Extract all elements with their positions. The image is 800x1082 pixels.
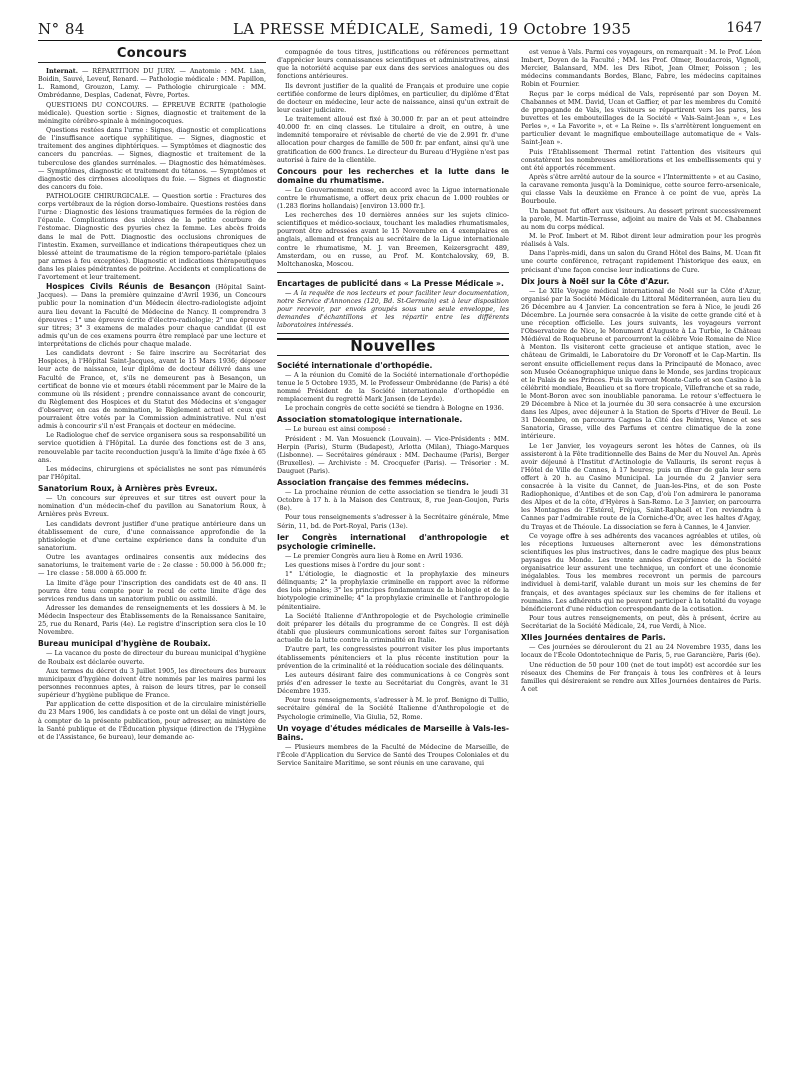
noel-avantages: Ce voyage offre à ses adhérents des vacances agréables et utiles, où les réceptions luxueuses alterneront avec les démonstrations scientifiques les plus instructives, dans le cadre magique des plus beaux paysages du Monde. Les trente années d'expérience de la Société organisatrice leur assurent une technique, un confort et une économie inégalables. Tous les membres recevront un permis de parcours individuel à demi-tarif, valable durant un mois sur les chemins de fer français, et des avantages spéciaux sur les chemins de fer italiens et roumains. Les adhérents qui ne peuvent participer à la totalité du voyage bénéficieront d'une réduction correspondante de la cotisation. (521, 531, 761, 613)
anthropologie-heading: Ier Congrès international d'anthropologie et psychologie criminelle. (277, 532, 509, 551)
femmes-medecins-heading: Association française des femmes médecins. (277, 477, 469, 487)
sanatorium-candidats: Les candidats devront justifier d'une pratique antérieure dans un établissement de cure, d'une connaissance approfondie de la phtisiologie et d'une certaine expérience dans la conduite d'un sanatorium. (38, 519, 266, 552)
rhumatisme-recherches: Les recherches des 10 dernières années sur les sujets clinico-scientifiques et médico-sociaux, touchant les maladies rhumatismales, pourront être adressées avant le 15 Novembre en 4 exemplaires en anglais, allemand et français au secrétaire de la Ligue internationale contre le rhumatisme, M. J. van Breemen, Keizersgracht 489, Amsterdam, ou en russe, au Prof. M. Kontchalovsky, 69, B. Moltchanoska, Moscou. (277, 211, 509, 268)
anthropologie-liste: 1° L'étiologie, le diagnostic et la prophylaxie des mineurs délinquants; 2° la prophylaxie criminelle en rapport avec la réforme des lois pénales; 3° les principes fondamentaux de la biologie et de la biotypologie criminelle; 4° la prophylaxie criminelle et l'anthropologie pénitentiaire. (277, 570, 509, 611)
encartages-text: — A la requête de nos lecteurs et pour faciliter leur documentation, notre Service d'Annonces (120, Bd. St-Germain) est à leur disposition pour recevoir, par envois groupés sous une seule enveloppe, les demandes d'échantillons et les répartir entre les différents laboratoires intéressés. (277, 288, 509, 330)
encartages-heading: Encartages de publicité dans « La Presse Médicale ». (277, 278, 504, 288)
besancon-remuneration: Les médecins, chirurgiens et spécialistes ne sont pas rémunérés par l'Hôpital. (38, 464, 266, 481)
sanatorium-intro: — Un concours sur épreuves et sur titres est ouvert pour la nomination d'un médecin-chef du pavillon au Sanatorium Roux, à Arnières près Evreux. (38, 494, 266, 519)
roubaix-justifier: Ils devront justifier de la qualité de Français et produire une copie certifiée conforme de leurs diplômes, en particulier, du diplôme d'État de docteur en médecine, leur acte de naissance, ainsi qu'un extrait de leur casier judiciaire. (277, 81, 509, 114)
noel-heading: Dix jours à Noël sur la Côte d'Azur. (521, 276, 670, 286)
roubaix-decret: Aux termes du décret du 3 Juillet 1905, les directeurs des bureaux municipaux d'hygiène doivent être nommés par les maires parmi les personnes reconnues aptes, à raison de leurs titres, par le conseil supérieur d'hygiène publique de France. (38, 666, 266, 700)
internat-chirurgie: PATHOLOGIE CHIRURGICALE. — Question sortie : Fractures des corps vertébraux de la région dorso-lombaire. Questions restées dans l'urne : Diagnostic des lésions traumatiques fermées de la région de l'épaule. Complications des ulcères de la petite courbure de l'estomac. Diagnostic des pyuries chez la femme. Les abcès froids dans le mal de Pott. Diagnostic des occlusions chroniques de l'intestin. Examen, surveillance et indications thérapeutiques chez un blessé atteint de traumatisme de la région temporo-pariétale (plaies par armes à feu exceptées). Diagnostic et indications thérapeutiques dans les plaies pénétrantes de poitrine. Accidents et complications de l'avortement et leur traitement. (38, 192, 266, 281)
vals-caravane: Après s'être arrêté autour de la source « l'Intermittente » et au Casino, la caravane remonta jusqu'à la Dominique, cette source ferro-arsenicale, qui classe Vals la deuxième en France à ce point de vue, après La Bourboule. (521, 172, 761, 206)
sanatorium-adresse: Adresser les demandes de renseignements et les dossiers à M. le Médecin Inspecteur des Établissements de la Renaissance Sanitaire, 25, rue du Renard, Paris (4e). Le registre d'inscription sera clos le 10 Novembre. (38, 604, 266, 637)
issue-number: N° 84 (38, 20, 85, 38)
section-rule (38, 62, 266, 63)
rhumatisme-heading: Concours pour les recherches et la lutte dans le domaine du rhumatisme. (277, 166, 509, 185)
noel-contact: Pour tous autres renseignements, on peut, dès à présent, écrire au Secrétariat de la Société Médicale, 24, rue Verdi, à Nice. (521, 613, 761, 631)
sanatorium-heading: Sanatorium Roux, à Arnières près Evreux. (38, 484, 218, 494)
besancon-radiologue: Le Radiologue chef de service organisera sous sa responsabilité un service quotidien à l'Hôpital. La durée des fonctions est de 3 ans, renouvelable par tacite reconduction jusqu'à la limite d'âge fixée à 65 ans. (38, 431, 266, 464)
roubaix-continued: compagnée de tous titres, justifications ou références permettant d'apprécier leurs connaissances scientifiques et administratives, ainsi que la notoriété acquise par eux dans des services analogues ou des fonctions antérieures. (277, 48, 509, 81)
dentaires-dates: — Ces journées se dérouleront du 21 au 24 Novembre 1935, dans les locaux de l'École Odontotechnique de Paris, 5, rue Garancière, Paris (6e). (521, 643, 761, 660)
orthopedie-reunion: — A la réunion du Comité de la Société internationale d'orthopédie tenue le 5 Octobre 1935, M. le Professeur Ombrédanne (de Paris) a été nommé Président de la Société internationale d'orthopédie en remplacement du regretté Mark Jansen (de Leyde). (277, 370, 509, 403)
column-2 (277, 48, 509, 768)
page-header (38, 14, 762, 41)
anthropologie-communications: Les auteurs désirant faire des communications à ce Congrès sont priés d'en adresser le texte au Secrétariat du Congrès, avant le 31 Décembre 1935. (277, 670, 509, 696)
column-3 (521, 48, 761, 694)
vals-intro: — Plusieurs membres de la Faculté de Médecine de Marseille, de l'École d'Application du Service de Santé des Troupes Coloniales et du Service Sanitaire Maritime, se sont réunis en une caravane, qui (277, 742, 509, 767)
vals-banquet: Un banquet fut offert aux visiteurs. Au dessert prirent successivement la parole, M. Martin-Terrasse, adjoint au maire de Vals et M. Chabannes au nom du corps médical. (521, 206, 761, 231)
internat-heading: Internat. (46, 67, 78, 76)
noel-cannes: Le 1er Janvier, les voyageurs seront les hôtes de Cannes, où ils assisteront à la Fête traditionnelle des Bains de Mer du Nouvel An. Après avoir déjeuné à l'Institut d'Actinologie de Vallauris, ils seront reçus à l'Hôtel de Ville de Cannes, à 17 heures; puis un dîner de gala leur sera offert à 20 h. au Casino Municipal. La journée du 2 Janvier sera consacrée à la visite du Cannet, de Juan-les-Pins, et de son Poste Radiophonique, d'Antibes et de son Cap, d'où l'on admirera le panorama des Alpes et de la côte, d'Hyères à San-Remo. Le 3 Janvier, on parcourra les Montagnes de l'Estérel, Fréjus, Saint-Raphaël et l'on reviendra à Cannes par l'admirable route de la Corniche-d'Or, avec les haltes d'Agay, du Trayas et de Théoule. La dissociation se fera à Cannes, le 4 Janvier. (521, 441, 761, 531)
journal-title: LA PRESSE MÉDICALE, Samedi, 19 Octobre 1935 (233, 20, 632, 38)
sanatorium-limite: La limite d'âge pour l'inscription des candidats est de 40 ans. Il pourra être tenu compte pour le recul de cette limite d'âge des services rendus dans un sanatorium public ou assimilé. (38, 578, 266, 603)
column-1 (38, 48, 266, 742)
dentaires-reduction: Une réduction de 50 pour 100 (net de tout impôt) est accordée sur les réseaux des Chemins de Fer français à tous les confrères et à leurs familles qui désireraient se rendre aux XIIes Journées dentaires de Paris. A cet (521, 660, 761, 693)
anthropologie-date: — Le premier Congrès aura lieu à Rome en Avril 1936. (285, 551, 464, 560)
roubaix-application: Par application de cette disposition et de la circulaire ministérielle du 23 Mars 1906, les candidats à ce poste ont un délai de vingt jours, à compter de la présente publication, pour adresser, au ministère de la Santé publique et de l'Éducation physique (direction de l'Hygiène et de l'Assistance, 6e bureau), leur demande ac- (38, 700, 266, 741)
femmes-medecins-contact: Pour tous renseignements s'adresser à la Secrétaire générale, Mme Sérin, 11, bd. de Port-Royal, Paris (13e). (277, 513, 509, 530)
page-number: 1647 (726, 20, 762, 36)
besancon-candidats: Les candidats devront : Se faire inscrire au Secrétariat des Hospices, à l'Hôpital Saint-Jacques, avant le 15 Mars 1936; déposer leur acte de naissance, leur diplôme de docteur délivré dans une Faculté de France, et, s'ils ne demeurent pas à Besançon, un certificat de bonne vie et mœurs établi récemment par le Maire de la commune où ils résident ; prendre connaissance avant de concourir, du Règlement des Hospices et du Statut des Médecins et s'engager d'observer, en cas de nomination, le Règlement actuel et ceux qui pourraient être votés par la Commission administrative. Nul n'est admis à concourir s'il n'est Français et docteur en médecine. (38, 349, 266, 431)
besancon-heading: Hospices Civils Réunis de Besançon (46, 282, 211, 292)
femmes-medecins-reunion: — La prochaine réunion de cette association se tiendra le jeudi 31 Octobre à 17 h. à la Maison des Centraux, 8, rue Jean-Goujon, Paris (8e). (277, 487, 509, 513)
dentaires-heading: XIIes Journées dentaires de Paris. (521, 633, 666, 643)
roubaix-traitement: Le traitement alloué est fixé à 30.000 fr. par an et peut atteindre 40.000 fr. en cinq classes. Le titulaire a droit, en outre, à une indemnité temporaire et révisable de cherté de vie de 2.991 fr. d'une allocation pour charges de famille de 500 fr. par enfant, ainsi qu'à une gratification de 600 francs. Le directeur du Bureau d'Hygiène n'est pas autorisé à faire de la clientèle. (277, 115, 509, 164)
besancon-intro: (Hôpital Saint-Jacques). — Dans la première quinzaine d'Avril 1936, un Concours public pour la nomination d'un Médecin électro-radiologiste adjoint aura lieu devant la Faculté de Médecine de Nancy. Il comprendra 3 épreuves : 1° une épreuve écrite d'électro-radiologie; 2° une épreuve sur titres; 3° 3 examens de malades pour chaque candidat (il est admis qu'un de ces examens pourra être remplacé par une lecture et interprétations de clichés pour chaque malade. (38, 283, 266, 348)
rhumatisme-prix: — Le Gouvernement russe, en accord avec la Ligue internationale contre le rhumatisme, a offert deux prix chacun de 1.000 roubles or (1.283 florins hollandais) [environ 13.000 fr.]. (277, 185, 509, 210)
section-title-nouvelles: Nouvelles (350, 337, 436, 356)
section-title-concours: Concours (116, 46, 188, 61)
internat-text: — RÉPARTITION DU JURY. — Anatomie : MM. Lian, Boidin, Sauvé, Leveuf, Renard. — Pathologie médicale : MM. Papillon, L. Ramond, Grouzon, Lamy. — Pathologie chirurgicale : MM. Ombrédanne, Desplas, Cadenat, Fèvre, Portes. (38, 67, 266, 100)
sanatorium-traitement: Outre les avantages ordinaires consentis aux médecins des sanatoriums, le traitement varie de : 2e classe : 50.000 à 56.000 fr.; — 1re classe : 58.000 à 65.000 fr. (38, 553, 266, 578)
anthropologie-contact: Pour tous renseignements, s'adresser à M. le prof. Benigno di Tullio, secrétaire général de la Société Italienne d'Anthropologie et de Psychologie criminelle, Via Giulia, 52, Rome. (277, 696, 509, 721)
vals-reception: Reçus par le corps médical de Vals, représenté par son Doyen M. Chabannes et MM. David, Ucan et Gaffier, et par les membres du Comité de propagande de Vals, les visiteurs se répartirent vers les parcs, les buvettes et les embouteillages de la Société « Vals-Saint-Jean », « Les Perles », « La Favorite », et « La Reine ». Ils s'arrêtèrent longuement en particulier devant le magnifique embouteillage automatique de « Vals-Saint-Jean ». (521, 89, 761, 147)
vals-continued: est venue à Vals. Parmi ces voyageurs, on remarquait : M. le Prof. Léon Imbert, Doyen de la Faculté ; MM. les Prof. Olmer, Boudacrois, Vignoli, Mercier, Balansard, MM. les Drs Ribot, Jean Olmer, Poisson ; les médecins commandants Bordes, Blanc, Fabre, les médecins capitaines Robin et Fournier. (521, 48, 761, 89)
roubaix-intro: — La vacance du poste de directeur du bureau municipal d'hygiène de Roubaix est déclarée ouverte. (38, 649, 266, 666)
article-besancon (38, 282, 266, 348)
roubaix-heading: Bureau municipal d'hygiène de Roubaix. (38, 639, 211, 649)
vals-conference: Dans l'après-midi, dans un salon du Grand Hôtel des Bains, M. Ucan fit une courte conférence, retraçant rapidement l'historique des eaux, en précisant d'une façon concise leur indications de Cure. (521, 249, 761, 274)
anthropologie-questions: Les questions mises à l'ordre du jour sont : (285, 560, 425, 569)
anthropologie-programme: La Société Italienne d'Anthropologie et de Psychologie criminelle doit préparer les détails du programme de ce Congrès. Il est déjà établi que plusieurs communications seront faites sur l'organisation actuelle de la lutte contre la criminalité en Italie. (277, 611, 509, 645)
vals-admiration: M. le Prof. Imbert et M. Ribot dirent leur admiration pour les progrès réalisés à Vals. (521, 232, 761, 249)
vals-etablissement: Puis l'Établissement Thermal retint l'attention des visiteurs qui constatèrent les nombreuses améliorations et les embellissements qui y ont été apportés récemment. (521, 147, 761, 172)
orthopedie-heading: Société internationale d'orthopédie. (277, 360, 433, 370)
internat-remaining: Questions restées dans l'urne : Signes, diagnostic et complications de l'insuffisance aortique syphilitique. — Signes, diagnostic et traitement des angines diphtériques. — Symptômes et diagnostic des cancers du pancréas. — Signes, diagnostic et traitement de la tuberculose des glandes surrénales. — Diagnostic des hématémèses. — Symptômes, diagnostic et traitement du tétanos. — Symptômes et diagnostic des cirrhoses alcooliques du foie. — Signes et diagnostic des cancers du foie. (38, 126, 266, 191)
anthropologie-visites: D'autre part, les congressistes pourront visiter les plus importants établissements pénitenciers et la plus récente institution pour la prévention de la criminalité et la rééducation sociale des délinquants. (277, 645, 509, 670)
article-internat (38, 67, 266, 99)
encartages-box (277, 272, 509, 335)
stomatologique-membres: Président : M. Van Mosuenck (Louvain). — Vice-Présidents : MM. Herpin (Paris), Sturm (Budapest), Arlotta (Milan), Thiago-Marques (Lisbonne). — Secrétaires généraux : MM. Dechaume (Paris), Berger (Bruxelles). — Archiviste : M. Crocquefer (Paris). — Trésorier : M. Dauguet (Paris). (277, 434, 509, 475)
noel-programme: — Le XIIe Voyage médical international de Noël sur la Côte d'Azur, organisé par la Société Médicale du Littoral Méditerranéen, aura lieu du 26 Décembre au 4 Janvier. La concentration se fera à Nice, le jeudi 26 Décembre. La journée sera consacrée à la visite de cette grande cité et à une réception officielle. Les jours suivants, les voyageurs verront l'Observatoire de Nice, le Monument d'Auguste à La Turbie, le Château Médiéval de Roquebrune et parcourront la célèbre Voie Romaine de Nice à Menton. Ils visiteront cette gracieuse et antique station, avec le château de Grimaldi, le Laboratoire du Dr Voronoff et le Cap-Martin. Ils seront ensuite officiellement reçus dans la Principauté de Monaco, avec son Musée Océanographique unique dans le Monde, ses jardins tropicaux et le Palais de ses Princes. Puis ils verront Monte-Carlo et son Casino à la célébrité mondiale, Beaulieu et sa flore tropicale, Villefranche et sa rade, le Mont-Boron avec son inoubliable panorama. Le retour s'effectuera le 29 Décembre à Nice et la journée du 30 sera consacrée à une excursion dans les Alpes, avec déjeuner à la Station de Sports d'Hiver de Beuil. Le 31 Décembre, on parcourra Cagnes la Cité des Peintres, Vence et ses Sanatoria, Grasse, ville des Parfums et centre climatique de la zone intérieure. (521, 286, 761, 441)
internat-questions: QUESTIONS DU CONCOURS. — ÉPREUVE ÉCRITE (pathologie médicale). Question sortie : Signes, diagnostic et traitement de la méningite cérébro-spinale à méningocoques. (38, 100, 266, 125)
vals-heading: Un voyage d'études médicales de Marseille à Vals-les-Bains. (277, 723, 510, 742)
stomatologique-heading: Association stomatologique internationale. (277, 415, 463, 425)
orthopedie-congres: Le prochain congrès de cette société se tiendra à Bologne en 1936. (285, 404, 504, 413)
stomatologique-bureau: — Le bureau est ainsi composé : (285, 425, 391, 434)
